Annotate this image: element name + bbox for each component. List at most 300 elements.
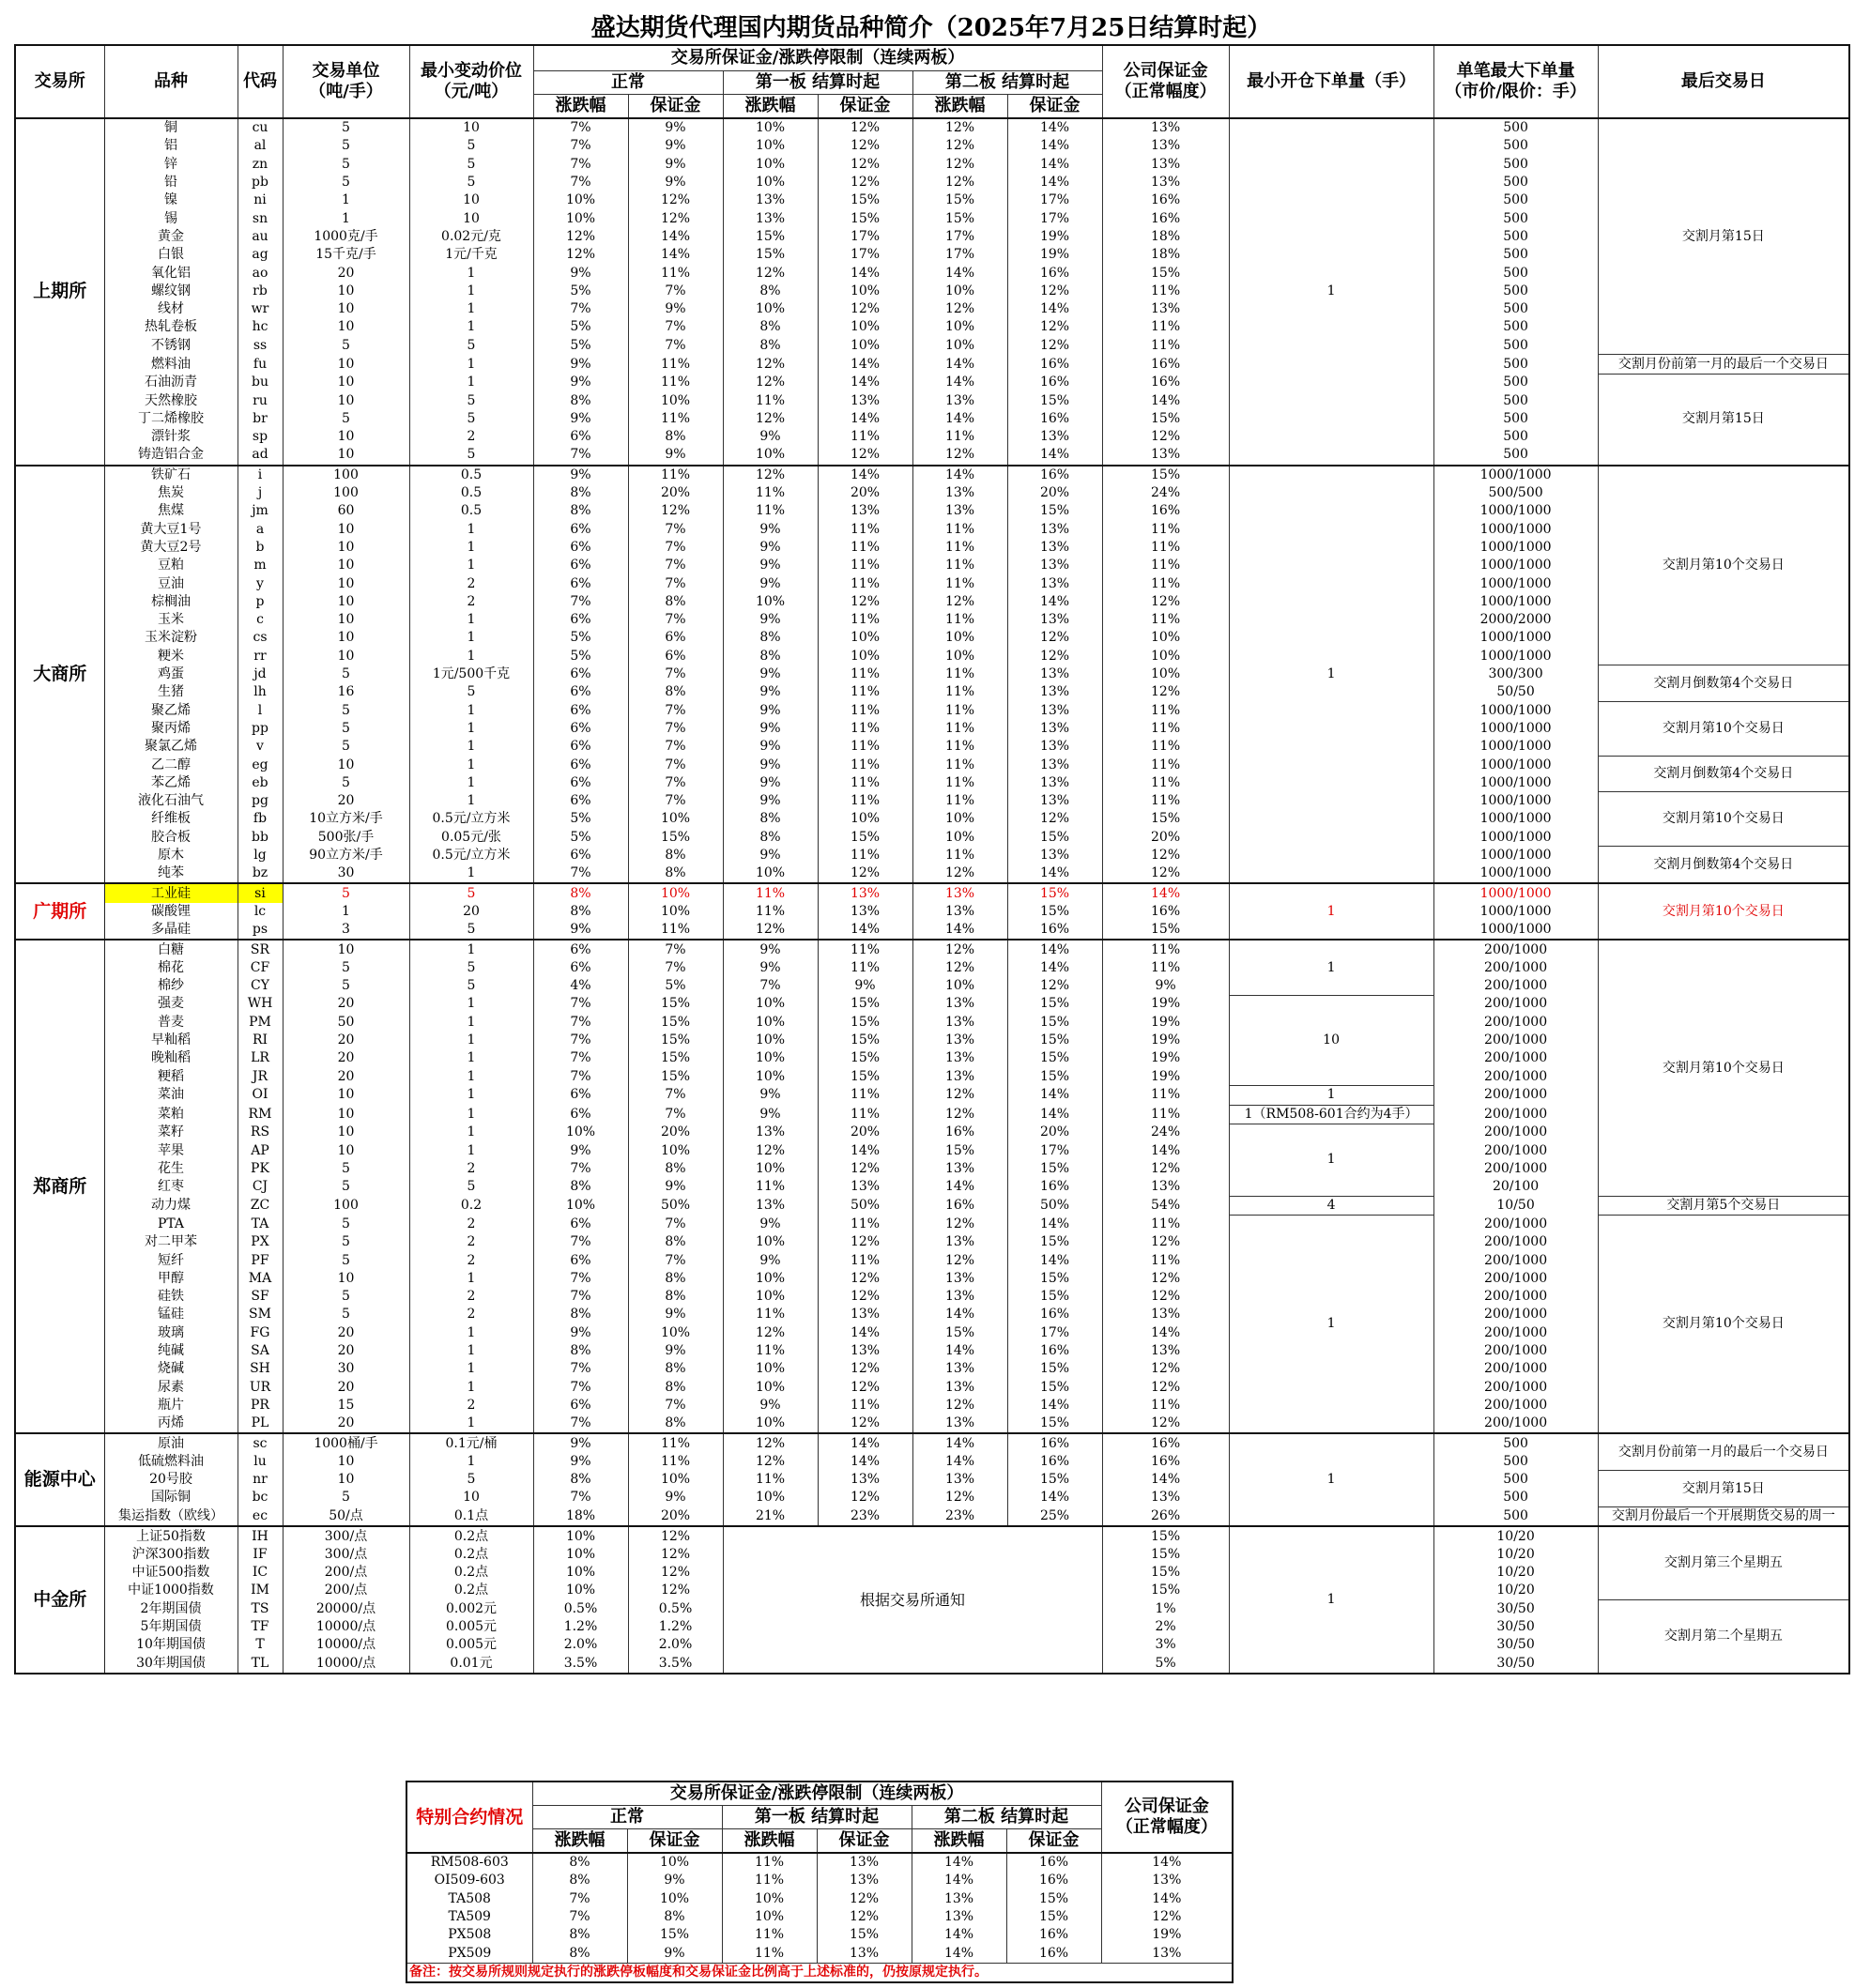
board1-limit: 10% <box>723 1032 818 1049</box>
special-header-margin: 保证金 <box>627 1829 722 1854</box>
trade-unit: 1000桶/手 <box>283 1433 409 1452</box>
table-row <box>15 1397 1849 1415</box>
variety-name: 烧碱 <box>104 1360 238 1378</box>
board1-limit: 9% <box>723 557 818 574</box>
exchange-name: 大商所 <box>15 466 104 884</box>
board2-limit: 14% <box>912 1453 1007 1471</box>
board1-limit: 11% <box>723 1178 818 1196</box>
table-row <box>15 903 1849 921</box>
normal-limit: 6% <box>533 792 628 810</box>
trade-unit: 10 <box>283 1142 409 1160</box>
board1-margin: 17% <box>818 246 912 264</box>
board2-margin: 13% <box>1007 665 1102 683</box>
company-margin: 16% <box>1102 1433 1229 1452</box>
board2-margin: 15% <box>1007 1160 1102 1178</box>
max-order-lots: 200/1000 <box>1433 1233 1598 1251</box>
table-row <box>15 720 1849 738</box>
variety-code: PX <box>238 1233 283 1251</box>
board2-margin: 20% <box>1007 1124 1102 1141</box>
min-tick: 1 <box>409 1360 533 1378</box>
last-trading-day: 交割月第二个星期五 <box>1598 1600 1849 1674</box>
board1-limit: 12% <box>723 374 818 391</box>
max-order-lots: 1000/1000 <box>1433 629 1598 647</box>
trade-unit: 5 <box>283 1178 409 1196</box>
variety-name: 铸造铝合金 <box>104 446 238 465</box>
company-margin: 16% <box>1102 374 1229 391</box>
board2-margin: 16% <box>1007 1178 1102 1196</box>
normal-margin: 11% <box>628 466 723 484</box>
normal-limit: 7% <box>532 1890 627 1908</box>
board2-limit: 11% <box>912 557 1007 574</box>
max-order-lots: 30/50 <box>1433 1600 1598 1618</box>
board2-limit: 11% <box>912 847 1007 864</box>
company-margin: 11% <box>1102 1086 1229 1105</box>
trade-unit: 1000克/手 <box>283 228 409 246</box>
company-margin: 13% <box>1101 1872 1233 1889</box>
min-tick: 5 <box>409 391 533 409</box>
company-margin: 15% <box>1102 1546 1229 1564</box>
normal-limit: 8% <box>533 1306 628 1323</box>
max-order-lots: 10/20 <box>1433 1546 1598 1564</box>
trade-unit: 60 <box>283 502 409 520</box>
table-row <box>15 1453 1849 1471</box>
trade-unit: 20 <box>283 792 409 810</box>
variety-code: FG <box>238 1324 283 1342</box>
min-tick: 0.5元/立方米 <box>409 810 533 828</box>
header-last-trading-day: 最后交易日 <box>1598 45 1849 118</box>
company-margin: 12% <box>1102 1270 1229 1288</box>
trade-unit: 20 <box>283 264 409 282</box>
max-order-lots: 200/1000 <box>1433 1067 1598 1085</box>
table-row <box>15 977 1849 995</box>
table-row <box>15 629 1849 647</box>
board2-margin: 13% <box>1007 720 1102 738</box>
table-row <box>15 702 1849 720</box>
max-order-lots: 200/1000 <box>1433 1142 1598 1160</box>
normal-margin: 12% <box>628 1526 723 1545</box>
board1-limit: 10% <box>723 1160 818 1178</box>
max-order-lots: 1000/1000 <box>1433 829 1598 847</box>
variety-name: 菜粕 <box>104 1105 238 1124</box>
company-margin: 24% <box>1102 484 1229 502</box>
board1-margin: 13% <box>817 1853 912 1872</box>
board1-limit: 15% <box>723 228 818 246</box>
variety-name: 聚丙烯 <box>104 720 238 738</box>
max-order-lots: 1000/1000 <box>1433 702 1598 720</box>
normal-limit: 6% <box>533 1251 628 1269</box>
board1-margin: 15% <box>818 829 912 847</box>
variety-code: i <box>238 466 283 484</box>
company-margin: 16% <box>1102 355 1229 374</box>
max-order-lots: 200/1000 <box>1433 959 1598 977</box>
min-tick: 5 <box>409 156 533 174</box>
board2-margin: 19% <box>1007 228 1102 246</box>
board2-margin: 14% <box>1007 959 1102 977</box>
normal-margin: 6% <box>628 629 723 647</box>
min-open-lots: 4 <box>1229 1197 1433 1216</box>
last-trading-day: 交割月倒数第4个交易日 <box>1598 756 1849 792</box>
min-tick: 5 <box>409 174 533 191</box>
company-margin: 11% <box>1102 774 1229 792</box>
variety-code: SF <box>238 1288 283 1306</box>
variety-name: 动力煤 <box>104 1197 238 1216</box>
board2-limit: 11% <box>912 792 1007 810</box>
board1-limit: 8% <box>723 318 818 336</box>
company-margin: 11% <box>1102 557 1229 574</box>
company-margin: 11% <box>1102 792 1229 810</box>
board1-limit: 10% <box>723 1014 818 1032</box>
variety-name: 棉花 <box>104 959 238 977</box>
normal-limit: 8% <box>533 1342 628 1360</box>
normal-limit: 5% <box>533 337 628 355</box>
min-open-lots: 1 <box>1229 466 1433 884</box>
table-row <box>15 209 1849 227</box>
max-order-lots: 1000/1000 <box>1433 774 1598 792</box>
normal-margin: 8% <box>628 593 723 611</box>
board2-margin: 14% <box>1007 1397 1102 1415</box>
header-limit-group: 交易所保证金/涨跌停限制（连续两板） <box>533 45 1102 71</box>
table-row <box>15 355 1849 374</box>
normal-limit: 7% <box>533 995 628 1013</box>
min-tick: 2 <box>409 1306 533 1323</box>
min-open-lots: 1 <box>1229 1086 1433 1105</box>
company-margin: 3% <box>1102 1636 1229 1654</box>
max-order-lots: 1000/1000 <box>1433 720 1598 738</box>
board1-margin: 11% <box>818 940 912 958</box>
board2-limit: 13% <box>912 883 1007 902</box>
board2-margin: 14% <box>1007 593 1102 611</box>
board2-limit: 13% <box>912 1160 1007 1178</box>
board2-limit: 14% <box>912 1178 1007 1196</box>
board2-limit: 12% <box>912 959 1007 977</box>
board2-limit: 12% <box>912 1086 1007 1105</box>
board2-margin: 16% <box>1007 1306 1102 1323</box>
variety-code: RM <box>238 1105 283 1124</box>
company-margin: 14% <box>1102 1471 1229 1489</box>
company-margin: 15% <box>1102 466 1229 484</box>
board1-margin: 13% <box>818 1471 912 1489</box>
normal-limit: 5% <box>533 283 628 300</box>
variety-code: b <box>238 539 283 557</box>
max-order-lots: 200/1000 <box>1433 1342 1598 1360</box>
board1-margin: 15% <box>817 1926 912 1944</box>
table-row <box>406 1908 1233 1926</box>
board1-limit: 9% <box>723 756 818 773</box>
variety-code: bz <box>238 864 283 883</box>
trade-unit: 5 <box>283 137 409 155</box>
max-order-lots: 500 <box>1433 137 1598 155</box>
board1-margin: 11% <box>818 1105 912 1124</box>
board1-limit: 10% <box>723 137 818 155</box>
board2-margin: 14% <box>1007 1489 1102 1506</box>
min-tick: 1 <box>409 1049 533 1067</box>
min-open-lots: 1 <box>1229 1216 1433 1434</box>
board1-limit: 8% <box>723 829 818 847</box>
variety-name: PTA <box>104 1216 238 1233</box>
variety-name: 棕榈油 <box>104 593 238 611</box>
variety-name: 聚乙烯 <box>104 702 238 720</box>
board1-margin: 15% <box>818 1067 912 1085</box>
board1-limit: 12% <box>723 1433 818 1452</box>
variety-code: TA <box>238 1216 283 1233</box>
table-row <box>15 1049 1849 1067</box>
table-row <box>15 283 1849 300</box>
normal-margin: 9% <box>628 174 723 191</box>
max-order-lots: 10/20 <box>1433 1526 1598 1545</box>
board2-margin: 17% <box>1007 209 1102 227</box>
variety-code: p <box>238 593 283 611</box>
max-order-lots: 1000/1000 <box>1433 792 1598 810</box>
normal-limit: 7% <box>533 118 628 137</box>
min-tick: 1 <box>409 557 533 574</box>
trade-unit: 16 <box>283 683 409 701</box>
table-row <box>406 1872 1233 1889</box>
normal-margin: 7% <box>628 792 723 810</box>
normal-limit: 7% <box>533 593 628 611</box>
normal-limit: 6% <box>533 539 628 557</box>
table-row <box>15 246 1849 264</box>
company-margin: 20% <box>1102 829 1229 847</box>
board2-margin: 13% <box>1007 738 1102 756</box>
board1-margin: 20% <box>818 484 912 502</box>
board2-limit: 10% <box>912 337 1007 355</box>
normal-limit: 7% <box>533 1233 628 1251</box>
table-row <box>15 1342 1849 1360</box>
board2-limit: 12% <box>912 446 1007 465</box>
normal-limit: 7% <box>533 446 628 465</box>
min-open-lots: 1 <box>1229 883 1433 940</box>
normal-margin: 7% <box>628 738 723 756</box>
table-row <box>15 847 1849 864</box>
board1-margin: 11% <box>818 611 912 629</box>
max-order-lots: 2000/2000 <box>1433 611 1598 629</box>
normal-margin: 7% <box>628 611 723 629</box>
variety-code: wr <box>238 300 283 318</box>
table-row <box>15 1306 1849 1323</box>
max-order-lots: 200/1000 <box>1433 977 1598 995</box>
normal-margin: 8% <box>628 1415 723 1433</box>
normal-margin: 10% <box>628 903 723 921</box>
min-tick: 1元/500千克 <box>409 665 533 683</box>
trade-unit: 10 <box>283 283 409 300</box>
board1-limit: 9% <box>723 940 818 958</box>
normal-margin: 7% <box>628 774 723 792</box>
variety-name: 锡 <box>104 209 238 227</box>
min-tick: 1 <box>409 1067 533 1085</box>
board2-margin: 14% <box>1007 137 1102 155</box>
board1-margin: 13% <box>818 903 912 921</box>
company-margin: 54% <box>1102 1197 1229 1216</box>
min-open-lots: 1 <box>1229 1433 1433 1526</box>
variety-name: 天然橡胶 <box>104 391 238 409</box>
table-row <box>15 446 1849 465</box>
board2-limit: 14% <box>912 1853 1006 1872</box>
board1-limit: 11% <box>723 1342 818 1360</box>
last-trading-day: 交割月第15日 <box>1598 118 1849 355</box>
board1-margin: 14% <box>818 1142 912 1160</box>
company-margin: 26% <box>1102 1507 1229 1527</box>
table-row <box>15 1014 1849 1032</box>
board1-margin: 12% <box>818 1489 912 1506</box>
normal-margin: 10% <box>628 1142 723 1160</box>
normal-margin: 11% <box>628 921 723 940</box>
min-tick: 5 <box>409 921 533 940</box>
max-order-lots: 500 <box>1433 318 1598 336</box>
min-tick: 1 <box>409 1014 533 1032</box>
header-exchange: 交易所 <box>15 45 104 118</box>
board2-limit: 23% <box>912 1507 1007 1527</box>
board2-limit: 13% <box>912 903 1007 921</box>
board1-limit: 11% <box>723 883 818 902</box>
table-row <box>15 792 1849 810</box>
board1-limit: 10% <box>723 174 818 191</box>
board1-margin: 12% <box>818 137 912 155</box>
company-margin: 11% <box>1102 702 1229 720</box>
company-margin: 13% <box>1102 1178 1229 1196</box>
board1-margin: 12% <box>818 1160 912 1178</box>
board2-limit: 14% <box>912 374 1007 391</box>
min-tick: 2 <box>409 1288 533 1306</box>
variety-code: lh <box>238 683 283 701</box>
max-order-lots: 1000/1000 <box>1433 903 1598 921</box>
board1-margin: 14% <box>818 1453 912 1471</box>
trade-unit: 20 <box>283 1032 409 1049</box>
board2-margin: 15% <box>1007 903 1102 921</box>
board2-margin: 12% <box>1007 629 1102 647</box>
min-tick: 10 <box>409 1489 533 1506</box>
board1-margin: 13% <box>818 1306 912 1323</box>
header-unit: 交易单位 （吨/手） <box>283 45 409 118</box>
variety-code: c <box>238 611 283 629</box>
variety-name: 上证50指数 <box>104 1526 238 1545</box>
table-row <box>15 156 1849 174</box>
trade-unit: 5 <box>283 702 409 720</box>
header-limit: 涨跌幅 <box>912 95 1007 119</box>
normal-limit: 8% <box>533 883 628 902</box>
table-row <box>15 959 1849 977</box>
board2-margin: 25% <box>1007 1507 1102 1527</box>
max-order-lots: 500 <box>1433 209 1598 227</box>
header-code: 代码 <box>238 45 283 118</box>
max-order-lots: 200/1000 <box>1433 1415 1598 1433</box>
board1-limit: 9% <box>723 702 818 720</box>
header-margin: 保证金 <box>1007 95 1102 119</box>
variety-code: rr <box>238 648 283 665</box>
normal-margin: 9% <box>628 137 723 155</box>
trade-unit: 20 <box>283 1378 409 1396</box>
normal-limit: 7% <box>533 1160 628 1178</box>
variety-name: 白银 <box>104 246 238 264</box>
trade-unit: 5 <box>283 337 409 355</box>
min-tick: 0.5元/立方米 <box>409 847 533 864</box>
variety-name: 5年期国债 <box>104 1618 238 1636</box>
board1-margin: 15% <box>818 191 912 209</box>
board1-margin: 11% <box>818 702 912 720</box>
normal-limit: 10% <box>533 1526 628 1545</box>
trade-unit: 5 <box>283 883 409 902</box>
min-tick: 1 <box>409 940 533 958</box>
company-margin: 9% <box>1102 977 1229 995</box>
exchange-name: 广期所 <box>15 883 104 940</box>
min-tick: 0.2点 <box>409 1582 533 1599</box>
board1-limit: 12% <box>723 1324 818 1342</box>
table-row <box>15 593 1849 611</box>
normal-margin: 7% <box>628 557 723 574</box>
trade-unit: 10 <box>283 1086 409 1105</box>
min-tick: 20 <box>409 903 533 921</box>
trade-unit: 15千克/手 <box>283 246 409 264</box>
normal-limit: 6% <box>533 1086 628 1105</box>
board2-margin: 12% <box>1007 337 1102 355</box>
last-trading-day: 交割月第10个交易日 <box>1598 466 1849 665</box>
board1-limit: 8% <box>723 283 818 300</box>
trade-unit: 10 <box>283 1471 409 1489</box>
board1-limit: 9% <box>723 1086 818 1105</box>
board2-limit: 10% <box>912 629 1007 647</box>
normal-margin: 7% <box>628 337 723 355</box>
table-row <box>15 1433 1849 1452</box>
variety-name: 豆粕 <box>104 557 238 574</box>
min-tick: 2 <box>409 1251 533 1269</box>
min-tick: 1 <box>409 1105 533 1124</box>
company-margin: 11% <box>1102 720 1229 738</box>
normal-limit: 8% <box>533 484 628 502</box>
board1-limit: 10% <box>723 864 818 883</box>
min-tick: 5 <box>409 137 533 155</box>
max-order-lots: 500 <box>1433 118 1598 137</box>
board2-margin: 15% <box>1007 995 1102 1013</box>
board2-limit: 14% <box>912 1872 1006 1889</box>
variety-name: 甲醇 <box>104 1270 238 1288</box>
board1-limit: 9% <box>723 738 818 756</box>
normal-margin: 50% <box>628 1197 723 1216</box>
variety-code: eg <box>238 756 283 773</box>
company-margin: 18% <box>1102 246 1229 264</box>
board1-limit: 10% <box>723 446 818 465</box>
variety-code: IM <box>238 1582 283 1599</box>
min-tick: 0.1元/桶 <box>409 1433 533 1452</box>
normal-limit: 8% <box>532 1872 627 1889</box>
variety-code: ZC <box>238 1197 283 1216</box>
variety-name: 粳米 <box>104 648 238 665</box>
company-margin: 12% <box>1102 1288 1229 1306</box>
company-margin: 16% <box>1102 1453 1229 1471</box>
board1-limit: 9% <box>723 1105 818 1124</box>
board1-limit: 12% <box>723 410 818 428</box>
min-tick: 1 <box>409 864 533 883</box>
board2-margin: 12% <box>1007 283 1102 300</box>
variety-code: pg <box>238 792 283 810</box>
normal-margin: 10% <box>628 883 723 902</box>
board1-limit: 8% <box>723 629 818 647</box>
normal-limit: 18% <box>533 1507 628 1527</box>
normal-limit: 7% <box>533 1378 628 1396</box>
min-tick: 1 <box>409 1032 533 1049</box>
board1-margin: 12% <box>817 1890 912 1908</box>
trade-unit: 300/点 <box>283 1546 409 1564</box>
board2-limit: 10% <box>912 829 1007 847</box>
board1-margin: 12% <box>818 118 912 137</box>
normal-margin: 7% <box>628 1251 723 1269</box>
board2-limit: 13% <box>912 502 1007 520</box>
normal-margin: 9% <box>628 1178 723 1196</box>
board2-limit: 11% <box>912 539 1007 557</box>
board1-limit: 9% <box>723 683 818 701</box>
trade-unit: 5 <box>283 977 409 995</box>
min-tick: 5 <box>409 683 533 701</box>
company-margin: 11% <box>1102 521 1229 539</box>
max-order-lots: 200/1000 <box>1433 1014 1598 1032</box>
